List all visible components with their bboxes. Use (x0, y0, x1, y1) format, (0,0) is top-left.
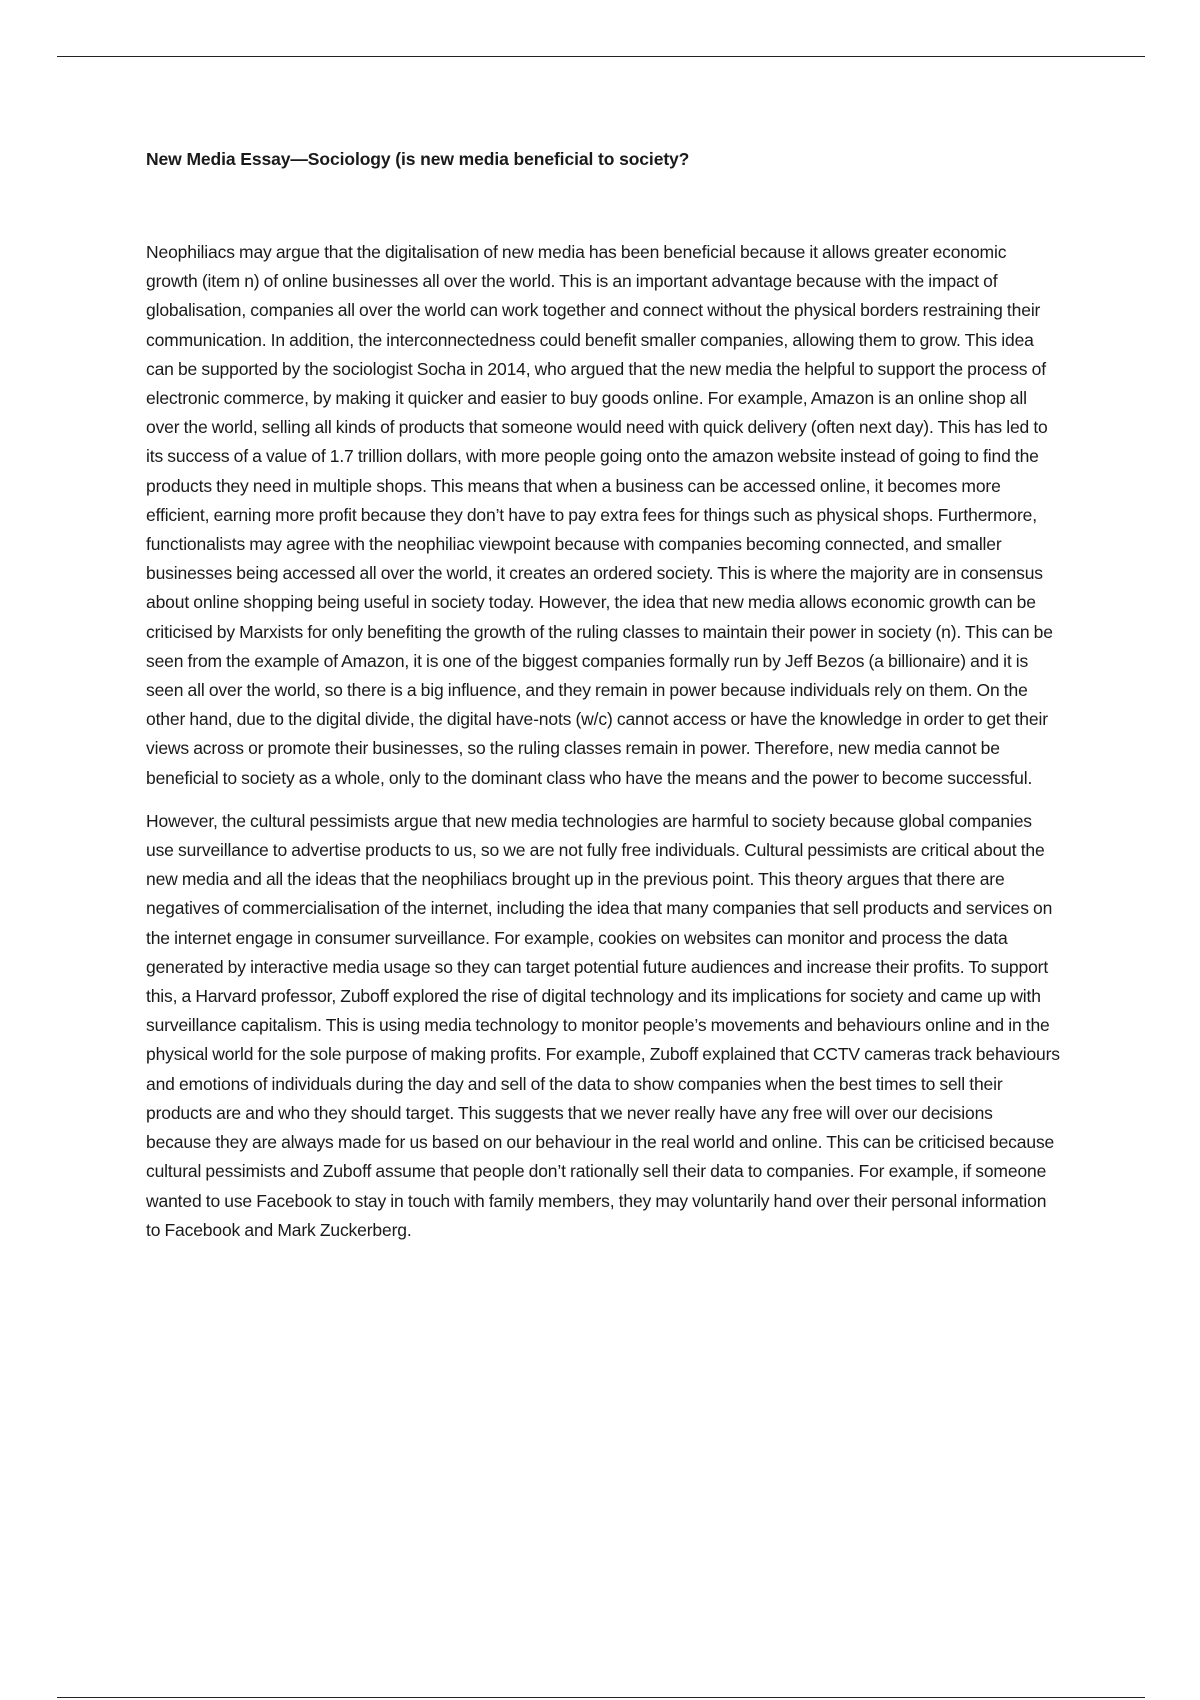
paragraph-neophiliacs: Neophiliacs may argue that the digitalisation of new media has been beneficial because it allows greater economic growth (item n) of online businesses all over the world. This is an important advantage because with the impact of globalisation, companies all over the world can work together and connect without the physical borders restraining their communication. In addition, the interconnectedness could benefit smaller companies, allowing them to grow. This idea can be supported by the sociologist Socha in 2014, who argued that the new media the helpful to support the process of electronic commerce, by making it quicker and easier to buy goods online. For example, Amazon is an online shop all over the world, selling all kinds of products that someone would need with quick delivery (often next day). This has led to its success of a value of 1.7 trillion dollars, with more people going onto the amazon website instead of going to find the products they need in multiple shops. This means that when a business can be accessed online, it becomes more efficient, earning more profit because they don’t have to pay extra fees for things such as physical shops. Furthermore, functionalists may agree with the neophiliac viewpoint because with companies becoming connected, and smaller businesses being accessed all over the world, it creates an ordered society. This is where the majority are in consensus about online shopping being useful in society today. However, the idea that new media allows economic growth can be criticised by Marxists for only benefiting the growth of the ruling classes to maintain their power in society (n). This can be seen from the example of Amazon, it is one of the biggest companies formally run by Jeff Bezos (a billionaire) and it is seen all over the world, so there is a big influence, and they remain in power because individuals rely on them. On the other hand, due to the digital divide, the digital have-nots (w/c) cannot access or have the knowledge in order to get their views across or promote their businesses, so the ruling classes remain in power. Therefore, new media cannot be beneficial to society as a whole, only to the dominant class who have the means and the power to become successful. (146, 242, 1053, 788)
paragraph-cultural-pessimists: However, the cultural pessimists argue that new media technologies are harmful to society because global companies use surveillance to advertise products to us, so we are not fully free individuals. Cultural pessimists are critical about the new media and all the ideas that the neophiliacs brought up in the previous point. This theory argues that there are negatives of commercialisation of the internet, including the idea that many companies that sell products and services on the internet engage in consumer surveillance. For example, cookies on websites can monitor and process the data generated by interactive media usage so they can target potential future audiences and increase their profits. To support this, a Harvard professor, Zuboff explored the rise of digital technology and its implications for society and came up with surveillance capitalism. This is using media technology to monitor people’s movements and behaviours online and in the physical world for the sole purpose of making profits. For example, Zuboff explained that CCTV cameras track behaviours and emotions of individuals during the day and sell of the data to show companies when the best times to sell their products are and who they should target. This suggests that we never really have any free will over our decisions because they are always made for us based on our behaviour in the real world and online. This can be criticised because cultural pessimists and Zuboff assume that people don’t rationally sell their data to companies. For example, if someone wanted to use Facebook to stay in touch with family members, they may voluntarily hand over their personal information to Facebook and Mark Zuckerberg. (146, 810, 1060, 1240)
bottom-horizontal-rule (57, 1697, 1145, 1698)
document-body (146, 144, 1061, 1245)
top-horizontal-rule (57, 56, 1145, 57)
essay-title: New Media Essay—Sociology (is new media beneficial to society? (146, 149, 690, 169)
